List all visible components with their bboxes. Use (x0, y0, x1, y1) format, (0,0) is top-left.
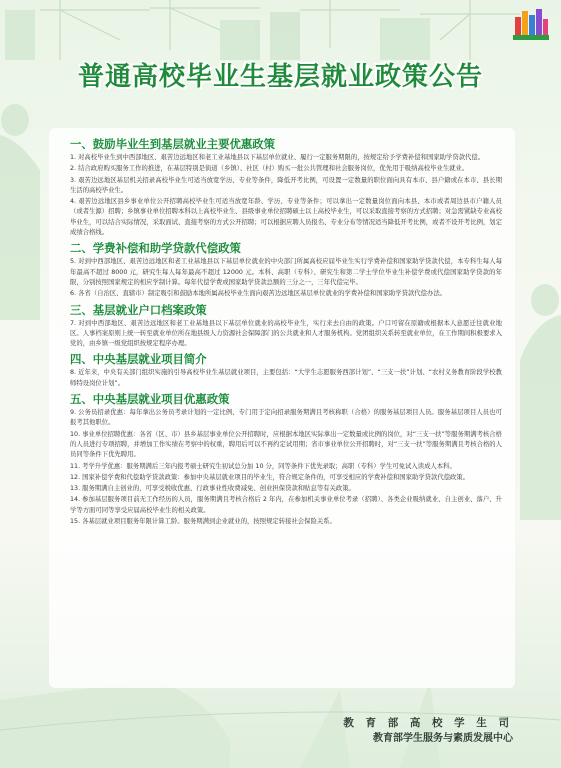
logo-icon (507, 5, 555, 47)
policy-item: 14. 参加基层服务项目前无工作经历的人员，服务期满且考核合格后 2 年内，在参加机关事业单位考录（招聘）、各类企业吸纳就业、自主创业、落户、升学等方面可同等享受应届高校毕业生的相关政策。 (70, 496, 502, 514)
section-heading: 一、鼓励毕业生到基层就业主要优惠政策 (70, 137, 276, 151)
policy-item: 12. 国家补偿学费和代偿助学贷款政策：参加中央基层就业项目的毕业生，符合规定条件的，可享受相应的学费补偿和国家助学贷款代偿政策。 (70, 473, 470, 481)
policy-item: 3. 艰苦边远地区基层机关招录高校毕业生可适当放宽学历、专业等条件，降低开考比例，可设置一定数量的职位面向具有本市、县户籍或在本市、县长期生活的高校毕业生。 (70, 176, 502, 194)
policy-item: 1. 对高校毕业生到中西部地区、艰苦边远地区和老工业基地县以下基层单位就业、履行一定服务期限的，按规定给予学费补偿和国家助学贷款代偿。 (70, 154, 485, 161)
page-title: 普通高校毕业生基层就业政策公告 (77, 62, 483, 92)
policy-item: 9. 公务员招录优惠：每年拿出公务员考录计划的一定比例、专门用于定向招录服务期满且考核称职（合格）的服务基层项目人员。服务基层项目人员也可报考其他职位。 (70, 409, 502, 427)
policy-item: 4. 艰苦边远地区县乡事业单位公开招聘高校毕业生可适当放宽年龄、学历、专业等条件；可以拿出一定数量岗位面向本县、本市或者周边县市户籍人员（或者生源）招聘；乡镇事业单位招聘本科以上高校毕业生、县级事业单位招聘硕士以上高校毕业生，可以采取直接考察的方式招聘；对急需紧缺专业高校毕业生，可以结合实际情况，采取面试、直接考察的方式公开招聘；可以根据应聘人员报名、专业分布等情况适当降低开考比例，或者不设开考比例，划定成绩合格线。 (70, 198, 502, 237)
policy-item: 15. 各基层就业项目服务年限计算工龄。服务期满到企业就业的，按照规定转接社会保险关系。 (70, 518, 336, 526)
issuer-block (343, 715, 513, 746)
section-heading: 五、中央基层就业项目优惠政策 (70, 392, 230, 407)
policy-item: 8. 近年来，中央有关部门组织实施的引导高校毕业生基层就业项目，主要包括：“大学生志愿服务西部计划”、“三支一扶”计划、“农村义务教育阶段学校教师特设岗位计划”。 (70, 369, 502, 387)
policy-item: 5. 对到中西部地区、艰苦边远地区和老工业基地县以下基层单位就业的中央部门所属高校应届毕业生实行学费补偿和国家助学贷款代偿，本专科生每人每年最高不超过 8000 元，研究生每人每年最高不超过 12000 元。本科、高职（专科）、研究生和第二学士学位毕业生补偿学费或代偿国家助学贷款的年限，分别按照国家规定的相应学制计算。每年代偿学费或国家助学贷款总额的三分之一，三年代偿完毕。 (70, 258, 502, 286)
policy-item: 13. 服务期满自主创业的，可享受税收优惠、行政事业性收费减免、创业担保贷款和贴息等有关政策。 (70, 485, 355, 493)
policy-item: 7. 对到中西部地区、艰苦边远地区和老工业基地县以下基层单位就业的高校毕业生，实行来去自由的政策。户口可留在原籍或根据本人意愿迁往就业地区。人事档案原则上统一转至就业单位所在地县级人力资源社会保障部门的公共就业和人才服务机构。党团组织关系转至就业单位，在工作期间积极要求入党的，由乡镇一级党组织按规定程序办理。 (70, 319, 502, 348)
policy-item: 6. 各省（自治区、直辖市）制定吸引和鼓励本地所属高校毕业生面向艰苦边远地区基层单位就业的学费补偿和国家助学贷款代偿办法。 (70, 290, 447, 298)
section-heading: 四、中央基层就业项目简介 (70, 352, 207, 367)
section-heading: 三、基层就业户口档案政策 (70, 302, 207, 317)
issuer-subname: 教育部学生服务与素质发展中心 (373, 733, 513, 744)
section-heading: 二、学费补偿和助学贷款代偿政策 (70, 241, 241, 256)
policy-item: 10. 事业单位招聘优惠：各省（区、市）县乡基层事业单位公开招聘时，应根据本地区实际拿出一定数量或比例的岗位，对“三支一扶”等服务期满考核合格的人员进行专项招聘，并增加工作实绩在考察中的权重，聘用后可以不再约定试用期；省市事业单位公开招聘时，对“三支一扶”等服务期满且考核合格的人员同等条件下优先聘用。 (70, 430, 502, 459)
issuer-name: 教 育 部 高 校 学 生 司 (343, 717, 513, 729)
policy-item: 11. 考学升学优惠：服务期满后三年内报考硕士研究生初试总分加 10 分，同等条件下优先录取；高职（专科）学生可免试入读成人本科。 (70, 462, 456, 470)
policy-content (70, 134, 502, 528)
policy-item: 2. 结合政府购买服务工作的推进，在基层特别是街道（乡镇）、社区（村）购买一批公共管理和社会服务岗位，优先用于吸纳高校毕业生就业。 (70, 165, 469, 173)
